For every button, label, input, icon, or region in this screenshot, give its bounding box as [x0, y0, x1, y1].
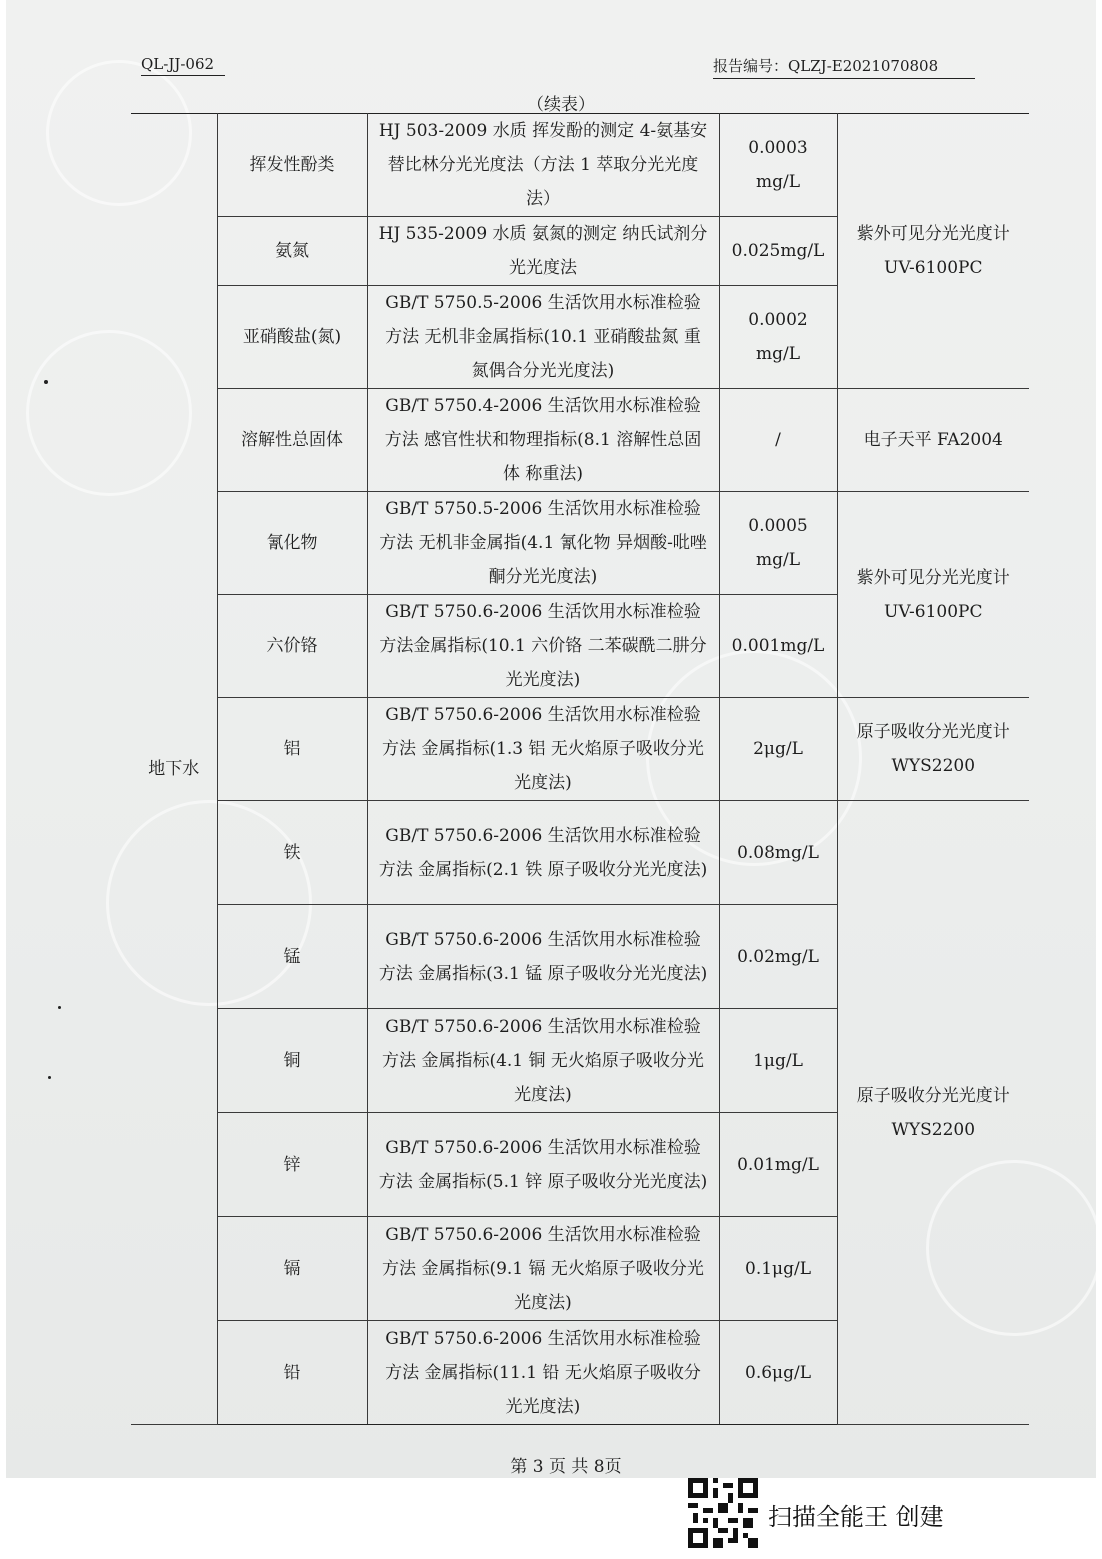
table-row [131, 114, 1029, 217]
test-method: GB/T 5750.6-2006 生活饮用水标准检验方法 金属指标(5.1 锌 原子吸收分光光度法) [367, 1113, 719, 1217]
detection-limit: 0.0002 mg/L [719, 286, 837, 389]
test-item: 氰化物 [217, 492, 367, 595]
test-method: GB/T 5750.4-2006 生活饮用水标准检验方法 感官性状和物理指标(8.1 溶解性总固体 称重法) [367, 389, 719, 492]
instrument: 紫外可见分光光度计 UV-6100PC [837, 114, 1029, 389]
detection-limit: 0.02mg/L [719, 905, 837, 1009]
test-item: 溶解性总固体 [217, 389, 367, 492]
test-method: HJ 503-2009 水质 挥发酚的测定 4-氨基安替比林分光光度法（方法 1 萃取分光光度法） [367, 114, 719, 217]
test-method: GB/T 5750.6-2006 生活饮用水标准检验方法 金属指标(3.1 锰 原子吸收分光光度法) [367, 905, 719, 1009]
table-continued-label: （续表） [527, 95, 595, 115]
scan-speck [58, 1006, 61, 1009]
test-item: 六价铬 [217, 595, 367, 698]
test-method: GB/T 5750.6-2006 生活饮用水标准检验方法金属指标(10.1 六价铬 二苯碳酰二肼分光光度法) [367, 595, 719, 698]
table-row [131, 389, 1029, 492]
detection-limit: 0.1μg/L [719, 1217, 837, 1321]
test-method: GB/T 5750.5-2006 生活饮用水标准检验方法 无机非金属指(4.1 氰化物 异烟酸-吡唑酮分光光度法) [367, 492, 719, 595]
test-item: 锌 [217, 1113, 367, 1217]
scan-speck [44, 380, 48, 384]
detection-limit: / [719, 389, 837, 492]
test-item: 挥发性酚类 [217, 114, 367, 217]
test-item: 铅 [217, 1321, 367, 1425]
detection-limit: 0.0003 mg/L [719, 114, 837, 217]
test-method-table [131, 113, 1029, 1425]
test-method: GB/T 5750.6-2006 生活饮用水标准检验方法 金属指标(9.1 镉 无火焰原子吸收分光光度法) [367, 1217, 719, 1321]
document-code: QL-JJ-062 [141, 55, 225, 76]
report-number: 报告编号：QLZJ-E2021070808 [713, 55, 975, 79]
detection-limit: 0.01mg/L [719, 1113, 837, 1217]
instrument: 电子天平 FA2004 [837, 389, 1029, 492]
detection-limit: 0.001mg/L [719, 595, 837, 698]
test-method: GB/T 5750.6-2006 生活饮用水标准检验方法 金属指标(4.1 铜 无火焰原子吸收分光光度法) [367, 1009, 719, 1113]
table-row [131, 801, 1029, 905]
test-item: 锰 [217, 905, 367, 1009]
test-item: 亚硝酸盐(氮) [217, 286, 367, 389]
detection-limit: 2μg/L [719, 698, 837, 801]
instrument: 紫外可见分光光度计 UV-6100PC [837, 492, 1029, 698]
detection-limit: 0.08mg/L [719, 801, 837, 905]
detection-limit: 0.025mg/L [719, 217, 837, 286]
test-item: 镉 [217, 1217, 367, 1321]
test-item: 铝 [217, 698, 367, 801]
sample-category: 地下水 [131, 114, 217, 1425]
scan-speck [48, 1076, 51, 1079]
test-item: 铜 [217, 1009, 367, 1113]
page-number: 第 3 页 共 8页 [510, 1457, 622, 1477]
test-method: GB/T 5750.6-2006 生活饮用水标准检验方法 金属指标(1.3 铝 无火焰原子吸收分光光度法) [367, 698, 719, 801]
instrument: 原子吸收分光光度计 WYS2200 [837, 698, 1029, 801]
test-method: GB/T 5750.6-2006 生活饮用水标准检验方法 金属指标(11.1 铅 无火焰原子吸收分光光度法) [367, 1321, 719, 1425]
detection-limit: 0.0005 mg/L [719, 492, 837, 595]
test-method: GB/T 5750.6-2006 生活饮用水标准检验方法 金属指标(2.1 铁 原子吸收分光光度法) [367, 801, 719, 905]
test-item: 铁 [217, 801, 367, 905]
table-row [131, 492, 1029, 595]
instrument: 原子吸收分光光度计 WYS2200 [837, 801, 1029, 1425]
test-method: HJ 535-2009 水质 氨氮的测定 纳氏试剂分光光度法 [367, 217, 719, 286]
scanner-watermark-label: 扫描全能王 创建 [768, 1503, 944, 1531]
table-row [131, 698, 1029, 801]
detection-limit: 0.6μg/L [719, 1321, 837, 1425]
test-method: GB/T 5750.5-2006 生活饮用水标准检验方法 无机非金属指标(10.1 亚硝酸盐氮 重氮偶合分光光度法) [367, 286, 719, 389]
document-page [6, 0, 1096, 1478]
detection-limit: 1μg/L [719, 1009, 837, 1113]
qr-code-icon [688, 1478, 758, 1548]
test-item: 氨氮 [217, 217, 367, 286]
